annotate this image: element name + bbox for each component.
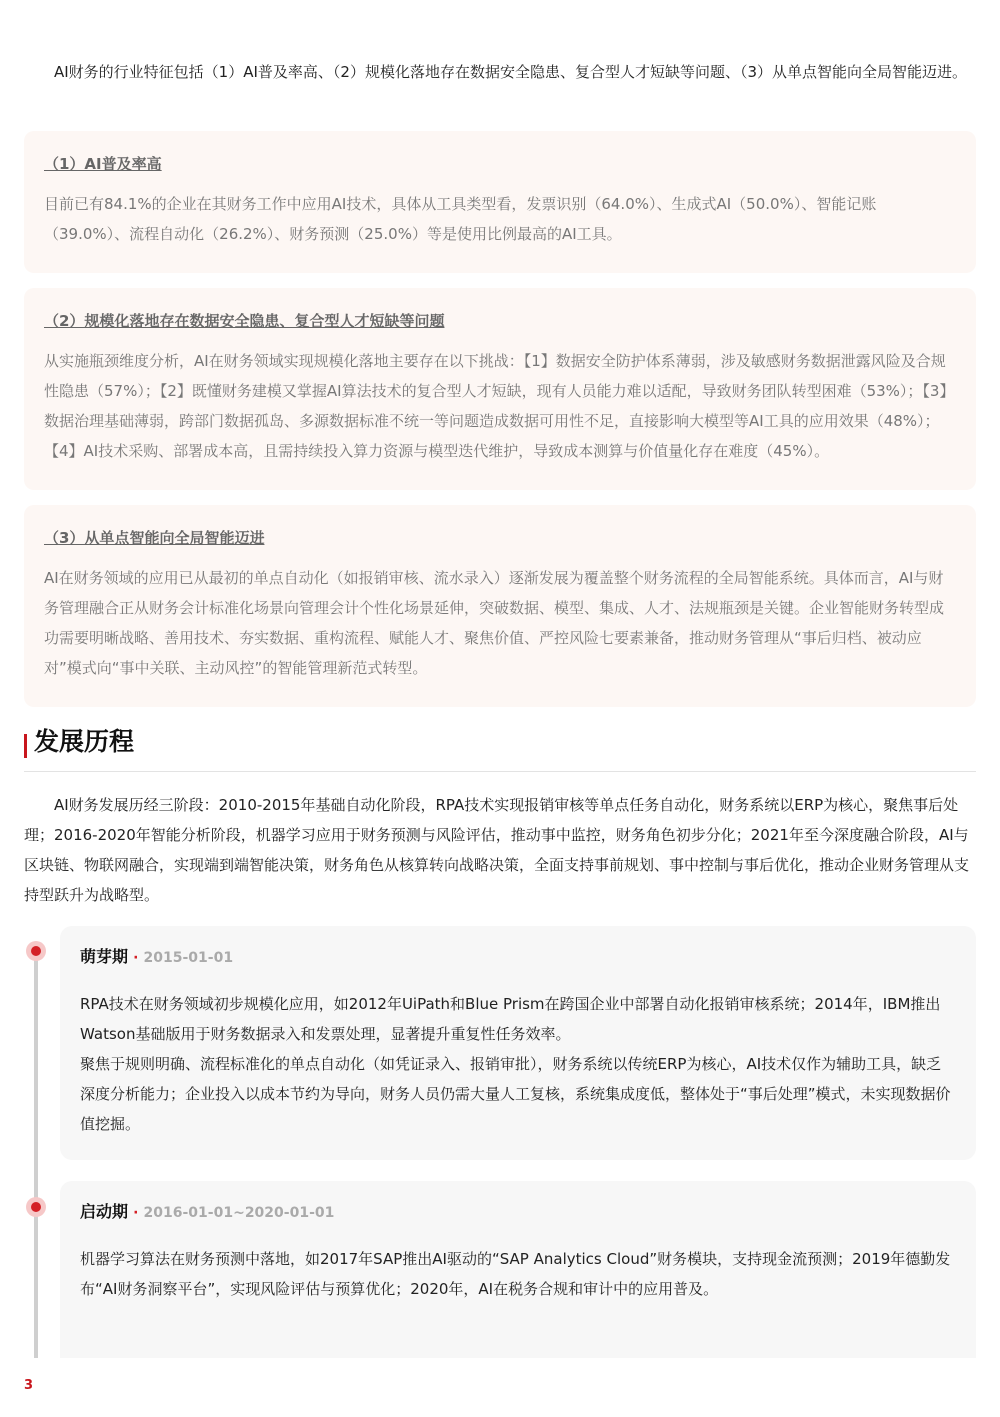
section-accent-bar — [24, 734, 27, 758]
feature-body: AI在财务领域的应用已从最初的单点自动化（如报销审核、流水录入）逐渐发展为覆盖整个财务流程的全局智能系统。具体而言，AI与财务管理融合正从财务会计标准化场景向管理会计个性化场景延伸，突破数据、模型、集成、人才、法规瓶颈是关键。企业智能财务转型成功需要明晰战略、善用技术、夯实数据、重构流程、赋能人才、聚焦价值、严控风险七要素兼备，推动财务管理从“事后归档、被动应对”模式向“事中关联、主动风控”的智能管理新范式转型。 — [44, 569, 945, 677]
feature-body: 从实施瓶颈维度分析，AI在财务领域实现规模化落地主要存在以下挑战：【1】数据安全防护体系薄弱，涉及敏感财务数据泄露风险及合规性隐患（57%）；【2】既懂财务建模又掌握AI算法技术的复合型人才短缺，现有人员能力难以适配，导致财务团队转型困难（53%）；【3】数据治理基础薄弱，跨部门数据孤岛、多源数据标准不统一等问题造成数据可用性不足，直接影响大模型等AI工具的应用效果（48%）；【4】AI技术采购、部署成本高，且需持续投入算力资源与模型迭代维护，导致成本测算与价值量化存在难度（45%）。 — [44, 352, 955, 460]
timeline-dot-icon — [26, 941, 46, 961]
feature-title: （1）AI普及率高 — [44, 155, 162, 173]
development-summary: AI财务发展历经三阶段：2010-2015年基础自动化阶段，RPA技术实现报销审核等单点任务自动化，财务系统以ERP为核心，聚焦事后处理；2016-2020年智能分析阶段，机器学习应用于财务预测与风险评估，推动事中监控，财务角色初步分化；2021年至今深度融合阶段，AI与区块链、物联网融合，实现端到端智能决策，财务角色从核算转向战略决策，全面支持事前规划、事中控制与事后优化，推动企业财务管理从支持型跃升为战略型。 — [24, 796, 970, 904]
feature-title: （3）从单点智能向全局智能迈进 — [44, 529, 265, 547]
timeline-stage: 萌芽期 — [80, 947, 129, 966]
intro-paragraph: AI财务的行业特征包括（1）AI普及率高、（2）规模化落地存在数据安全隐患、复合型人才短缺等问题、（3）从单点智能向全局智能迈进。 — [54, 63, 968, 81]
timeline-text: RPA技术在财务领域初步规模化应用，如2012年UiPath和Blue Prism在跨国企业中部署自动化报销审核系统；2014年，IBM推出Watson基础版用于财务数据录入和发票处理，显著提升重复性任务效率。 — [80, 995, 941, 1043]
page-number: 3 — [24, 1378, 34, 1393]
timeline-separator: · — [133, 950, 139, 966]
feature-card-1 — [24, 131, 976, 273]
feature-card-2 — [24, 288, 976, 490]
section-title: 发展历程 — [34, 727, 135, 756]
timeline-text: 聚焦于规则明确、流程标准化的单点自动化（如凭证录入、报销审批），财务系统以传统ERP为核心，AI技术仅作为辅助工具，缺乏深度分析能力；企业投入以成本节约为导向，财务人员仍需大量人工复核，系统集成度低，整体处于“事后处理”模式，未实现数据价值挖掘。 — [80, 1055, 951, 1133]
timeline-separator: · — [133, 1205, 139, 1221]
timeline-dot-icon — [26, 1197, 46, 1217]
timeline-text: 机器学习算法在财务预测中落地，如2017年SAP推出AI驱动的“SAP Analytics Cloud”财务模块，支持现金流预测；2019年德勤发布“AI财务洞察平台”，实现风险评估与预算优化；2020年，AI在税务合规和审计中的应用普及。 — [80, 1250, 951, 1298]
timeline-card-2 — [60, 1181, 976, 1358]
feature-card-3 — [24, 505, 976, 707]
feature-body: 目前已有84.1%的企业在其财务工作中应用AI技术，具体从工具类型看，发票识别（64.0%）、生成式AI（50.0%）、智能记账（39.0%）、流程自动化（26.2%）、财务预测（25.0%）等是使用比例最高的AI工具。 — [44, 195, 877, 243]
timeline-card-1 — [60, 926, 976, 1160]
timeline-date: 2015-01-01 — [143, 950, 234, 966]
timeline-header — [80, 1197, 956, 1228]
timeline-line — [34, 948, 38, 1358]
timeline-date: 2016-01-01~2020-01-01 — [143, 1205, 335, 1221]
feature-title: （2）规模化落地存在数据安全隐患、复合型人才短缺等问题 — [44, 312, 445, 330]
timeline-stage: 启动期 — [80, 1202, 129, 1221]
timeline-header — [80, 942, 956, 973]
section-header — [24, 724, 976, 772]
